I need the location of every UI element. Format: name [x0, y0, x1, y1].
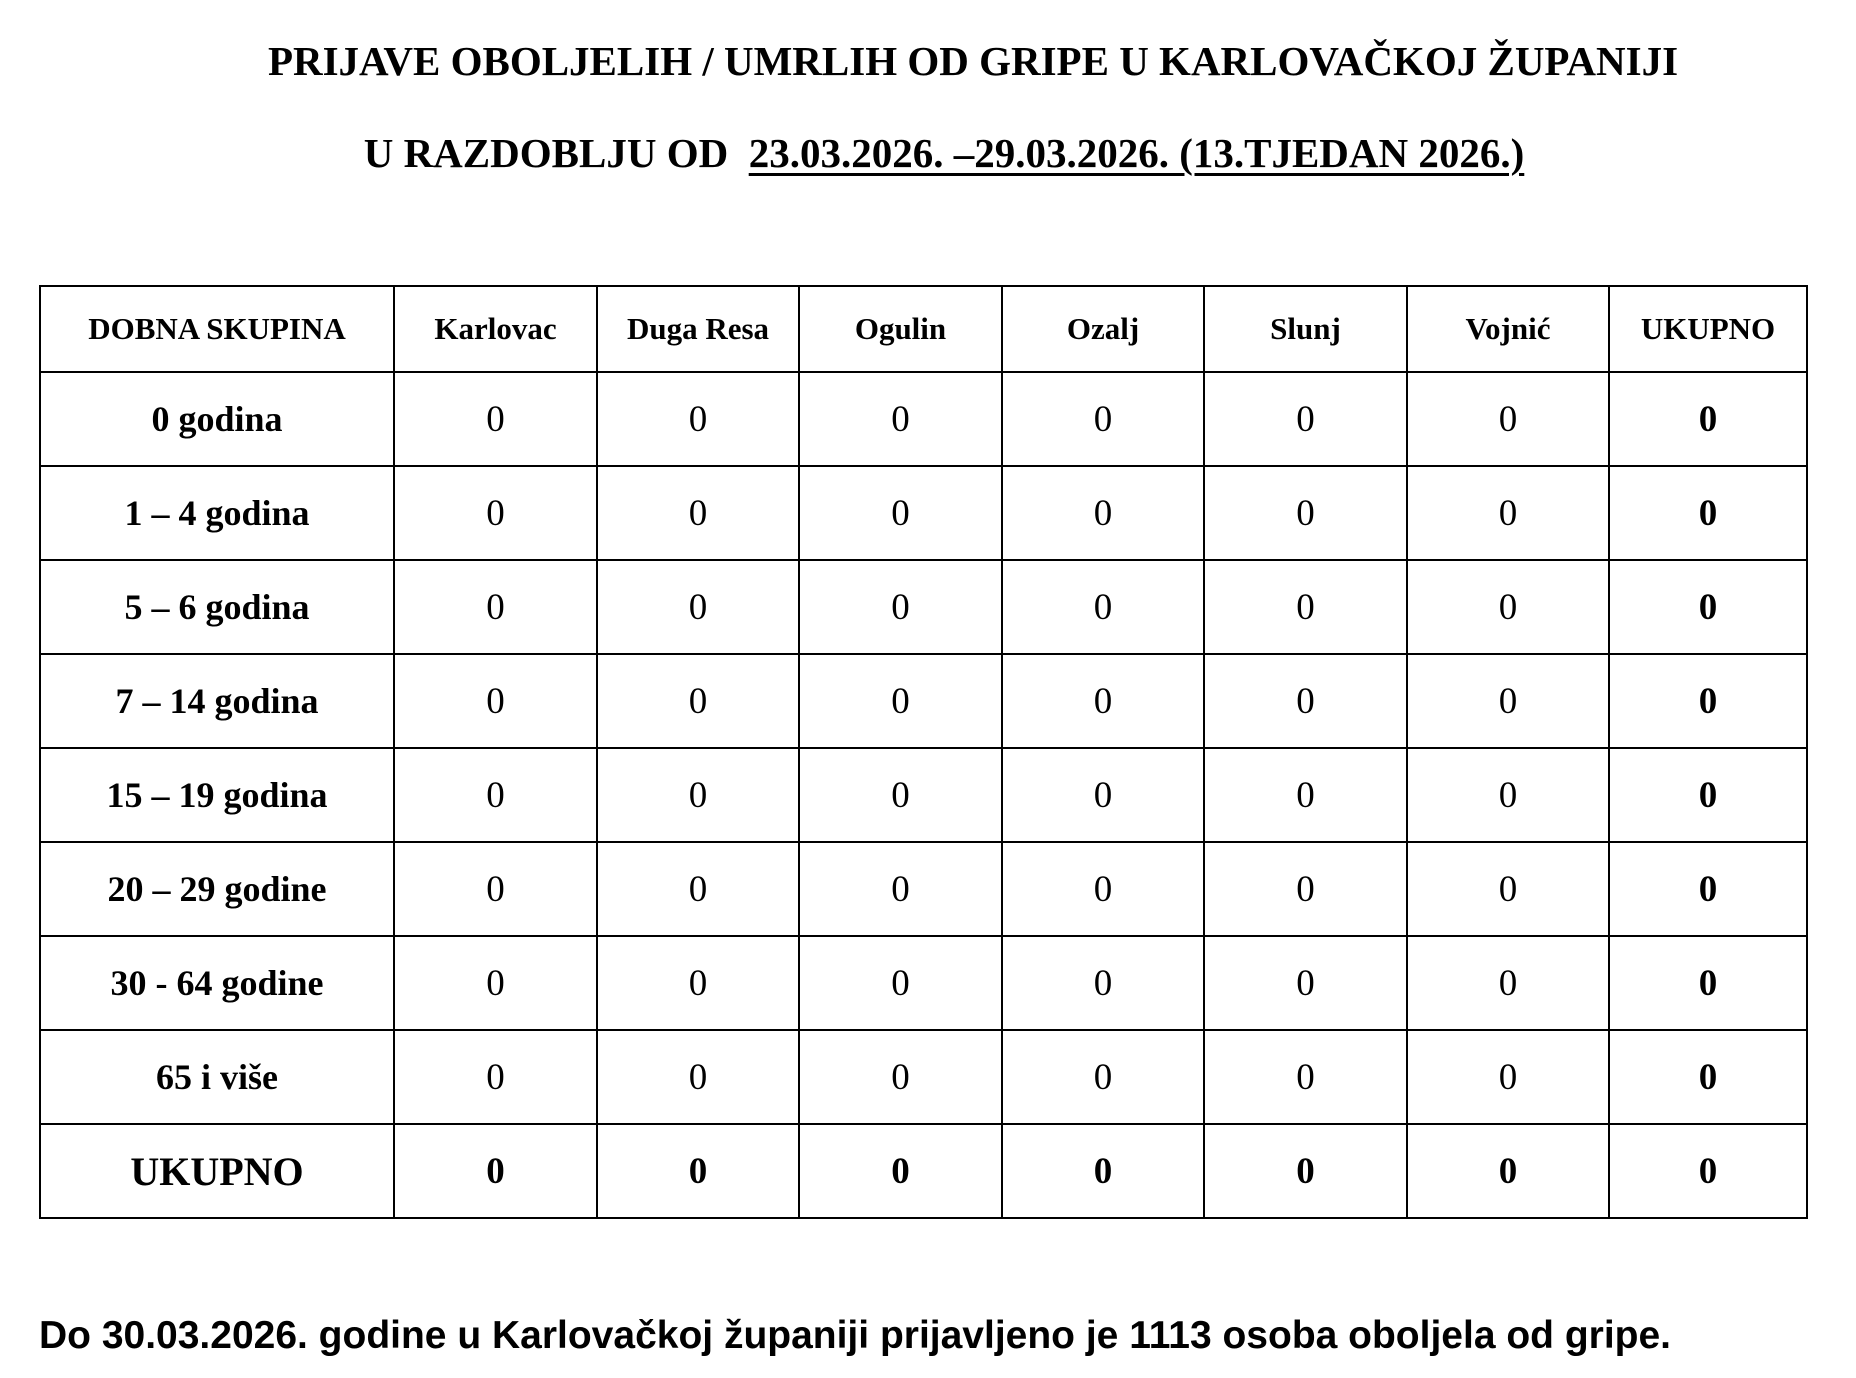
flu-reports-table: [39, 285, 1808, 1219]
cell-ozalj: 0: [1002, 1030, 1204, 1124]
cell-ogulin: 0: [799, 842, 1002, 936]
cell-slunj: 0: [1204, 842, 1407, 936]
cell-duga-resa: 0: [597, 372, 799, 466]
cell-karlovac: 0: [394, 654, 597, 748]
cell-vojnic: 0: [1407, 936, 1609, 1030]
cell-vojnic: 0: [1407, 560, 1609, 654]
cell-vojnic: 0: [1407, 654, 1609, 748]
cell-ukupno: 0: [1609, 466, 1807, 560]
cell-karlovac: 0: [394, 748, 597, 842]
age-group-label: 0 godina: [40, 372, 394, 466]
report-title: PRIJAVE OBOLJELIH / UMRLIH OD GRIPE U KARLOVAČKOJ ŽUPANIJI: [267, 38, 1679, 84]
cell-ozalj: 0: [1002, 842, 1204, 936]
report-period: [16, 128, 1856, 178]
cell-ukupno: 0: [1609, 748, 1807, 842]
total-ozalj: 0: [1002, 1124, 1204, 1218]
cell-slunj: 0: [1204, 372, 1407, 466]
table-row: [40, 560, 1807, 654]
period-dates: 23.03.2026. –29.03.2026. (13.TJEDAN 2026.): [748, 130, 1525, 176]
cell-ozalj: 0: [1002, 372, 1204, 466]
total-duga-resa: 0: [597, 1124, 799, 1218]
cell-slunj: 0: [1204, 466, 1407, 560]
total-ukupno: 0: [1609, 1124, 1807, 1218]
header-karlovac: Karlovac: [394, 286, 597, 372]
cell-ogulin: 0: [799, 748, 1002, 842]
cell-ukupno: 0: [1609, 842, 1807, 936]
cell-ozalj: 0: [1002, 560, 1204, 654]
cell-karlovac: 0: [394, 936, 597, 1030]
cell-ukupno: 0: [1609, 654, 1807, 748]
header-age-group: DOBNA SKUPINA: [40, 286, 394, 372]
cell-vojnic: 0: [1407, 1030, 1609, 1124]
header-duga-resa: Duga Resa: [597, 286, 799, 372]
header-ozalj: Ozalj: [1002, 286, 1204, 372]
age-group-label: 1 – 4 godina: [40, 466, 394, 560]
cell-slunj: 0: [1204, 748, 1407, 842]
cell-ogulin: 0: [799, 1030, 1002, 1124]
cumulative-cases-note: Do 30.03.2026. godine u Karlovačkoj županiji prijavljeno je 1113 osoba oboljela od gripe.: [39, 1314, 1672, 1357]
cell-vojnic: 0: [1407, 466, 1609, 560]
cell-ozalj: 0: [1002, 936, 1204, 1030]
age-group-label: 5 – 6 godina: [40, 560, 394, 654]
cell-duga-resa: 0: [597, 466, 799, 560]
cell-karlovac: 0: [394, 560, 597, 654]
cell-duga-resa: 0: [597, 748, 799, 842]
cell-vojnic: 0: [1407, 748, 1609, 842]
cell-karlovac: 0: [394, 466, 597, 560]
cell-karlovac: 0: [394, 842, 597, 936]
cell-ogulin: 0: [799, 936, 1002, 1030]
table-row: [40, 748, 1807, 842]
header-ukupno: UKUPNO: [1609, 286, 1807, 372]
cell-duga-resa: 0: [597, 560, 799, 654]
table-header-row: [40, 286, 1807, 372]
total-label: UKUPNO: [40, 1124, 394, 1218]
cell-ogulin: 0: [799, 466, 1002, 560]
cell-slunj: 0: [1204, 1030, 1407, 1124]
age-group-label: 30 - 64 godine: [40, 936, 394, 1030]
cell-slunj: 0: [1204, 560, 1407, 654]
cell-duga-resa: 0: [597, 654, 799, 748]
header-vojnic: Vojnić: [1407, 286, 1609, 372]
cell-ukupno: 0: [1609, 560, 1807, 654]
cell-ozalj: 0: [1002, 748, 1204, 842]
cell-ukupno: 0: [1609, 936, 1807, 1030]
cell-ukupno: 0: [1609, 372, 1807, 466]
cell-karlovac: 0: [394, 372, 597, 466]
cell-vojnic: 0: [1407, 372, 1609, 466]
age-group-label: 20 – 29 godine: [40, 842, 394, 936]
header-ogulin: Ogulin: [799, 286, 1002, 372]
age-group-label: 65 i više: [40, 1030, 394, 1124]
cell-ozalj: 0: [1002, 654, 1204, 748]
table-row: [40, 654, 1807, 748]
cell-slunj: 0: [1204, 654, 1407, 748]
age-group-label: 15 – 19 godina: [40, 748, 394, 842]
table-row: [40, 466, 1807, 560]
cell-vojnic: 0: [1407, 842, 1609, 936]
cell-ogulin: 0: [799, 560, 1002, 654]
cell-ozalj: 0: [1002, 466, 1204, 560]
table-row: [40, 936, 1807, 1030]
table-row: [40, 1030, 1807, 1124]
cell-karlovac: 0: [394, 1030, 597, 1124]
cell-duga-resa: 0: [597, 1030, 799, 1124]
table-total-row: [40, 1124, 1807, 1218]
cell-ogulin: 0: [799, 372, 1002, 466]
header-slunj: Slunj: [1204, 286, 1407, 372]
cell-slunj: 0: [1204, 936, 1407, 1030]
cell-duga-resa: 0: [597, 936, 799, 1030]
total-vojnic: 0: [1407, 1124, 1609, 1218]
table-row: [40, 372, 1807, 466]
cell-duga-resa: 0: [597, 842, 799, 936]
total-karlovac: 0: [394, 1124, 597, 1218]
age-group-label: 7 – 14 godina: [40, 654, 394, 748]
cell-ukupno: 0: [1609, 1030, 1807, 1124]
cell-ogulin: 0: [799, 654, 1002, 748]
total-ogulin: 0: [799, 1124, 1002, 1218]
total-slunj: 0: [1204, 1124, 1407, 1218]
period-prefix: U RAZDOBLJU OD: [363, 130, 729, 176]
table-row: [40, 842, 1807, 936]
